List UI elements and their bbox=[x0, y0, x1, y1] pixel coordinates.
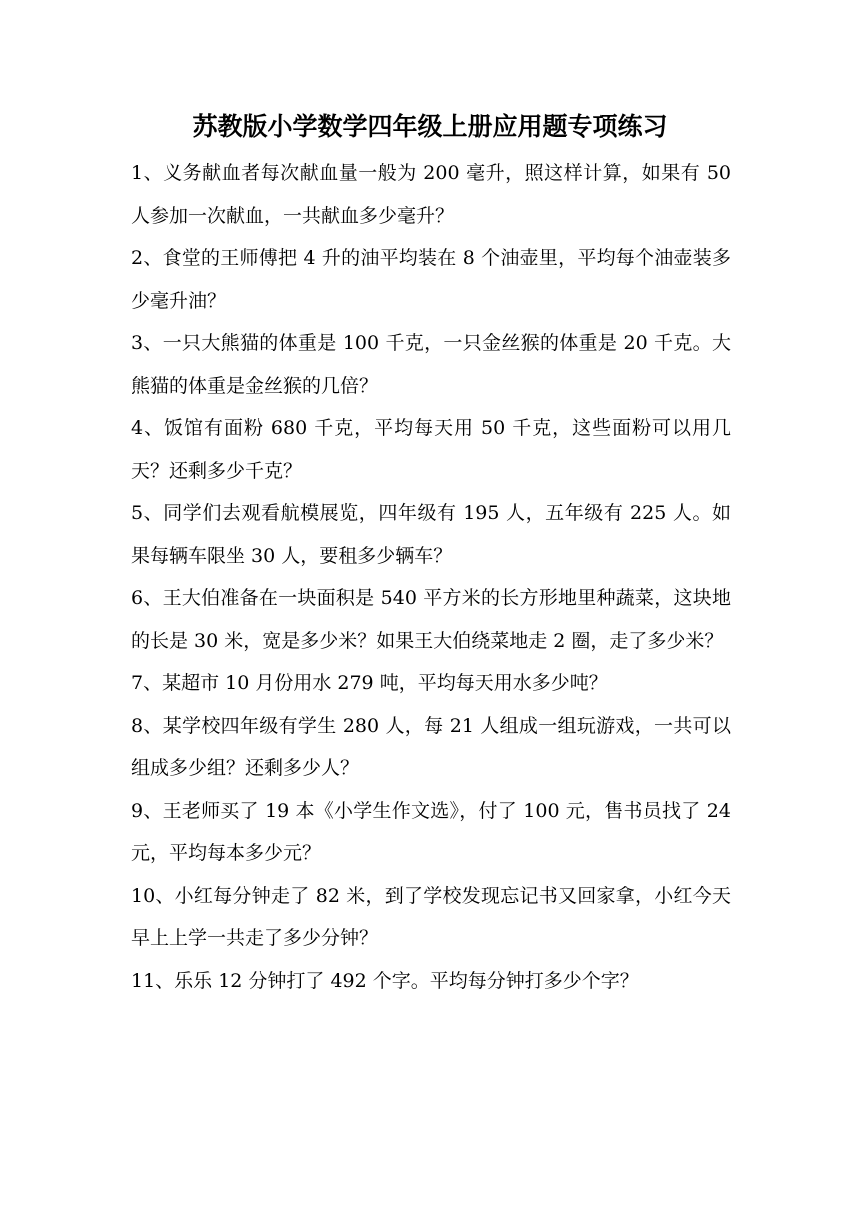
question-item: 4、饭馆有面粉 680 千克，平均每天用 50 千克，这些面粉可以用几天？还剩多少千克？ bbox=[131, 417, 731, 482]
question-item: 9、王老师买了 19 本《小学生作文选》，付了 100 元，售书员找了 24 元，平均每本多少元？ bbox=[131, 799, 731, 864]
question-item: 7、某超市 10 月份用水 279 吨，平均每天用水多少吨？ bbox=[131, 672, 608, 694]
question-item: 3、一只大熊猫的体重是 100 千克，一只金丝猴的体重是 20 千克。大熊猫的体重是金丝猴的几倍？ bbox=[131, 332, 731, 397]
question-item: 2、食堂的王师傅把 4 升的油平均装在 8 个油壶里，平均每个油壶装多少毫升油？ bbox=[131, 247, 731, 312]
question-item: 8、某学校四年级有学生 280 人，每 21 人组成一组玩游戏，一共可以组成多少组？还剩多少人？ bbox=[131, 714, 731, 779]
question-item: 5、同学们去观看航模展览，四年级有 195 人，五年级有 225 人。如果每辆车限坐 30 人，要租多少辆车？ bbox=[131, 502, 731, 567]
question-item: 10、小红每分钟走了 82 米，到了学校发现忘记书又回家拿，小红今天早上上学一共走了多少分钟？ bbox=[131, 884, 731, 949]
question-item: 6、王大伯准备在一块面积是 540 平方米的长方形地里种蔬菜，这块地的长是 30 米，宽是多少米？如果王大伯绕菜地走 2 圈，走了多少米？ bbox=[131, 587, 731, 652]
question-item: 11、乐乐 12 分钟打了 492 个字。平均每分钟打多少个字？ bbox=[131, 969, 639, 992]
question-list bbox=[131, 152, 731, 1002]
document-title: 苏教版小学数学四年级上册应用题专项练习 bbox=[192, 112, 668, 141]
question-item: 1、义务献血者每次献血量一般为 200 毫升，照这样计算，如果有 50 人参加一次献血，一共献血多少毫升？ bbox=[131, 162, 731, 227]
